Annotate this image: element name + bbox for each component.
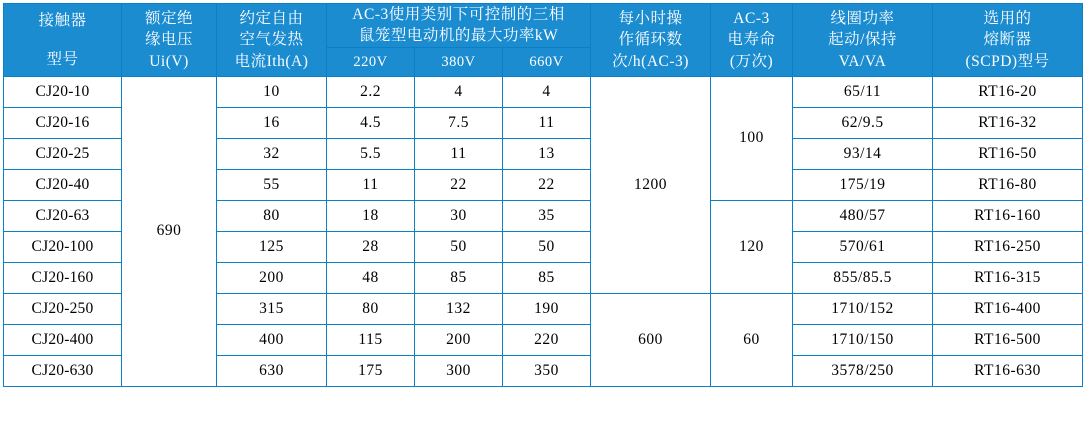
cell-fuse-model: RT16-500 [933, 324, 1083, 355]
contactor-spec-table [3, 3, 1083, 387]
cell-power-380v: 200 [415, 324, 503, 355]
cell-power-660v: 85 [503, 262, 591, 293]
cell-coil-power: 65/11 [793, 76, 933, 107]
cell-electrical-life: 120 [711, 200, 793, 293]
cell-power-220v: 2.2 [327, 76, 415, 107]
cell-power-380v: 7.5 [415, 107, 503, 138]
cell-power-380v: 22 [415, 169, 503, 200]
cell-model: CJ20-16 [4, 107, 122, 138]
cell-fuse-model: RT16-32 [933, 107, 1083, 138]
cell-power-220v: 5.5 [327, 138, 415, 169]
cell-power-660v: 35 [503, 200, 591, 231]
cell-coil-power: 480/57 [793, 200, 933, 231]
header-fuse-scpd: 选用的 熔断器 (SCPD)型号 [933, 4, 1083, 77]
cell-power-660v: 50 [503, 231, 591, 262]
cell-coil-power: 3578/250 [793, 355, 933, 386]
header-coil-power: 线圈功率 起动/保持 VA/VA [793, 4, 933, 77]
cell-power-220v: 18 [327, 200, 415, 231]
cell-coil-power: 1710/152 [793, 293, 933, 324]
cell-power-220v: 11 [327, 169, 415, 200]
cell-insulation-voltage: 690 [122, 76, 217, 386]
cell-model: CJ20-630 [4, 355, 122, 386]
cell-thermal-current: 630 [217, 355, 327, 386]
cell-power-660v: 13 [503, 138, 591, 169]
header-insulation-voltage: 额定绝 缘电压 Ui(V) [122, 4, 217, 77]
cell-model: CJ20-100 [4, 231, 122, 262]
cell-thermal-current: 10 [217, 76, 327, 107]
cell-power-220v: 115 [327, 324, 415, 355]
cell-operating-cycles: 1200 [591, 76, 711, 293]
cell-power-220v: 175 [327, 355, 415, 386]
cell-power-660v: 11 [503, 107, 591, 138]
table-header-row-1 [4, 4, 1083, 48]
cell-electrical-life: 100 [711, 76, 793, 200]
header-ac3-220v: 220V [327, 47, 415, 76]
cell-power-660v: 22 [503, 169, 591, 200]
cell-fuse-model: RT16-80 [933, 169, 1083, 200]
cell-thermal-current: 200 [217, 262, 327, 293]
cell-power-380v: 50 [415, 231, 503, 262]
table-body [4, 76, 1083, 386]
header-ac3-power-group: AC-3使用类别下可控制的三相 鼠笼型电动机的最大功率kW [327, 4, 591, 48]
cell-coil-power: 93/14 [793, 138, 933, 169]
cell-thermal-current: 400 [217, 324, 327, 355]
header-ac3-660v: 660V [503, 47, 591, 76]
header-ac3-380v: 380V [415, 47, 503, 76]
cell-power-660v: 190 [503, 293, 591, 324]
cell-power-220v: 28 [327, 231, 415, 262]
cell-coil-power: 855/85.5 [793, 262, 933, 293]
cell-thermal-current: 125 [217, 231, 327, 262]
cell-coil-power: 1710/150 [793, 324, 933, 355]
cell-operating-cycles: 600 [591, 293, 711, 386]
cell-power-380v: 132 [415, 293, 503, 324]
cell-model: CJ20-10 [4, 76, 122, 107]
cell-power-660v: 4 [503, 76, 591, 107]
cell-model: CJ20-160 [4, 262, 122, 293]
cell-coil-power: 570/61 [793, 231, 933, 262]
cell-fuse-model: RT16-20 [933, 76, 1083, 107]
cell-fuse-model: RT16-50 [933, 138, 1083, 169]
cell-power-220v: 4.5 [327, 107, 415, 138]
cell-model: CJ20-250 [4, 293, 122, 324]
cell-model: CJ20-40 [4, 169, 122, 200]
cell-thermal-current: 16 [217, 107, 327, 138]
cell-thermal-current: 55 [217, 169, 327, 200]
cell-fuse-model: RT16-160 [933, 200, 1083, 231]
cell-power-380v: 11 [415, 138, 503, 169]
cell-model: CJ20-63 [4, 200, 122, 231]
cell-fuse-model: RT16-250 [933, 231, 1083, 262]
cell-model: CJ20-25 [4, 138, 122, 169]
cell-power-380v: 4 [415, 76, 503, 107]
cell-power-380v: 300 [415, 355, 503, 386]
cell-coil-power: 175/19 [793, 169, 933, 200]
cell-fuse-model: RT16-630 [933, 355, 1083, 386]
cell-power-660v: 220 [503, 324, 591, 355]
header-model: 接触器 型号 [4, 4, 122, 77]
cell-model: CJ20-400 [4, 324, 122, 355]
cell-power-660v: 350 [503, 355, 591, 386]
header-ac3-electrical-life: AC-3 电寿命 (万次) [711, 4, 793, 77]
header-operating-cycles: 每小时操 作循环数 次/h(AC-3) [591, 4, 711, 77]
cell-thermal-current: 315 [217, 293, 327, 324]
cell-fuse-model: RT16-400 [933, 293, 1083, 324]
cell-electrical-life: 60 [711, 293, 793, 386]
cell-power-220v: 80 [327, 293, 415, 324]
cell-power-380v: 85 [415, 262, 503, 293]
header-thermal-current: 约定自由 空气发热 电流Ith(A) [217, 4, 327, 77]
cell-thermal-current: 80 [217, 200, 327, 231]
cell-coil-power: 62/9.5 [793, 107, 933, 138]
cell-power-380v: 30 [415, 200, 503, 231]
table-row [4, 76, 1083, 107]
cell-thermal-current: 32 [217, 138, 327, 169]
cell-fuse-model: RT16-315 [933, 262, 1083, 293]
cell-power-220v: 48 [327, 262, 415, 293]
spec-table-container [0, 3, 1085, 443]
